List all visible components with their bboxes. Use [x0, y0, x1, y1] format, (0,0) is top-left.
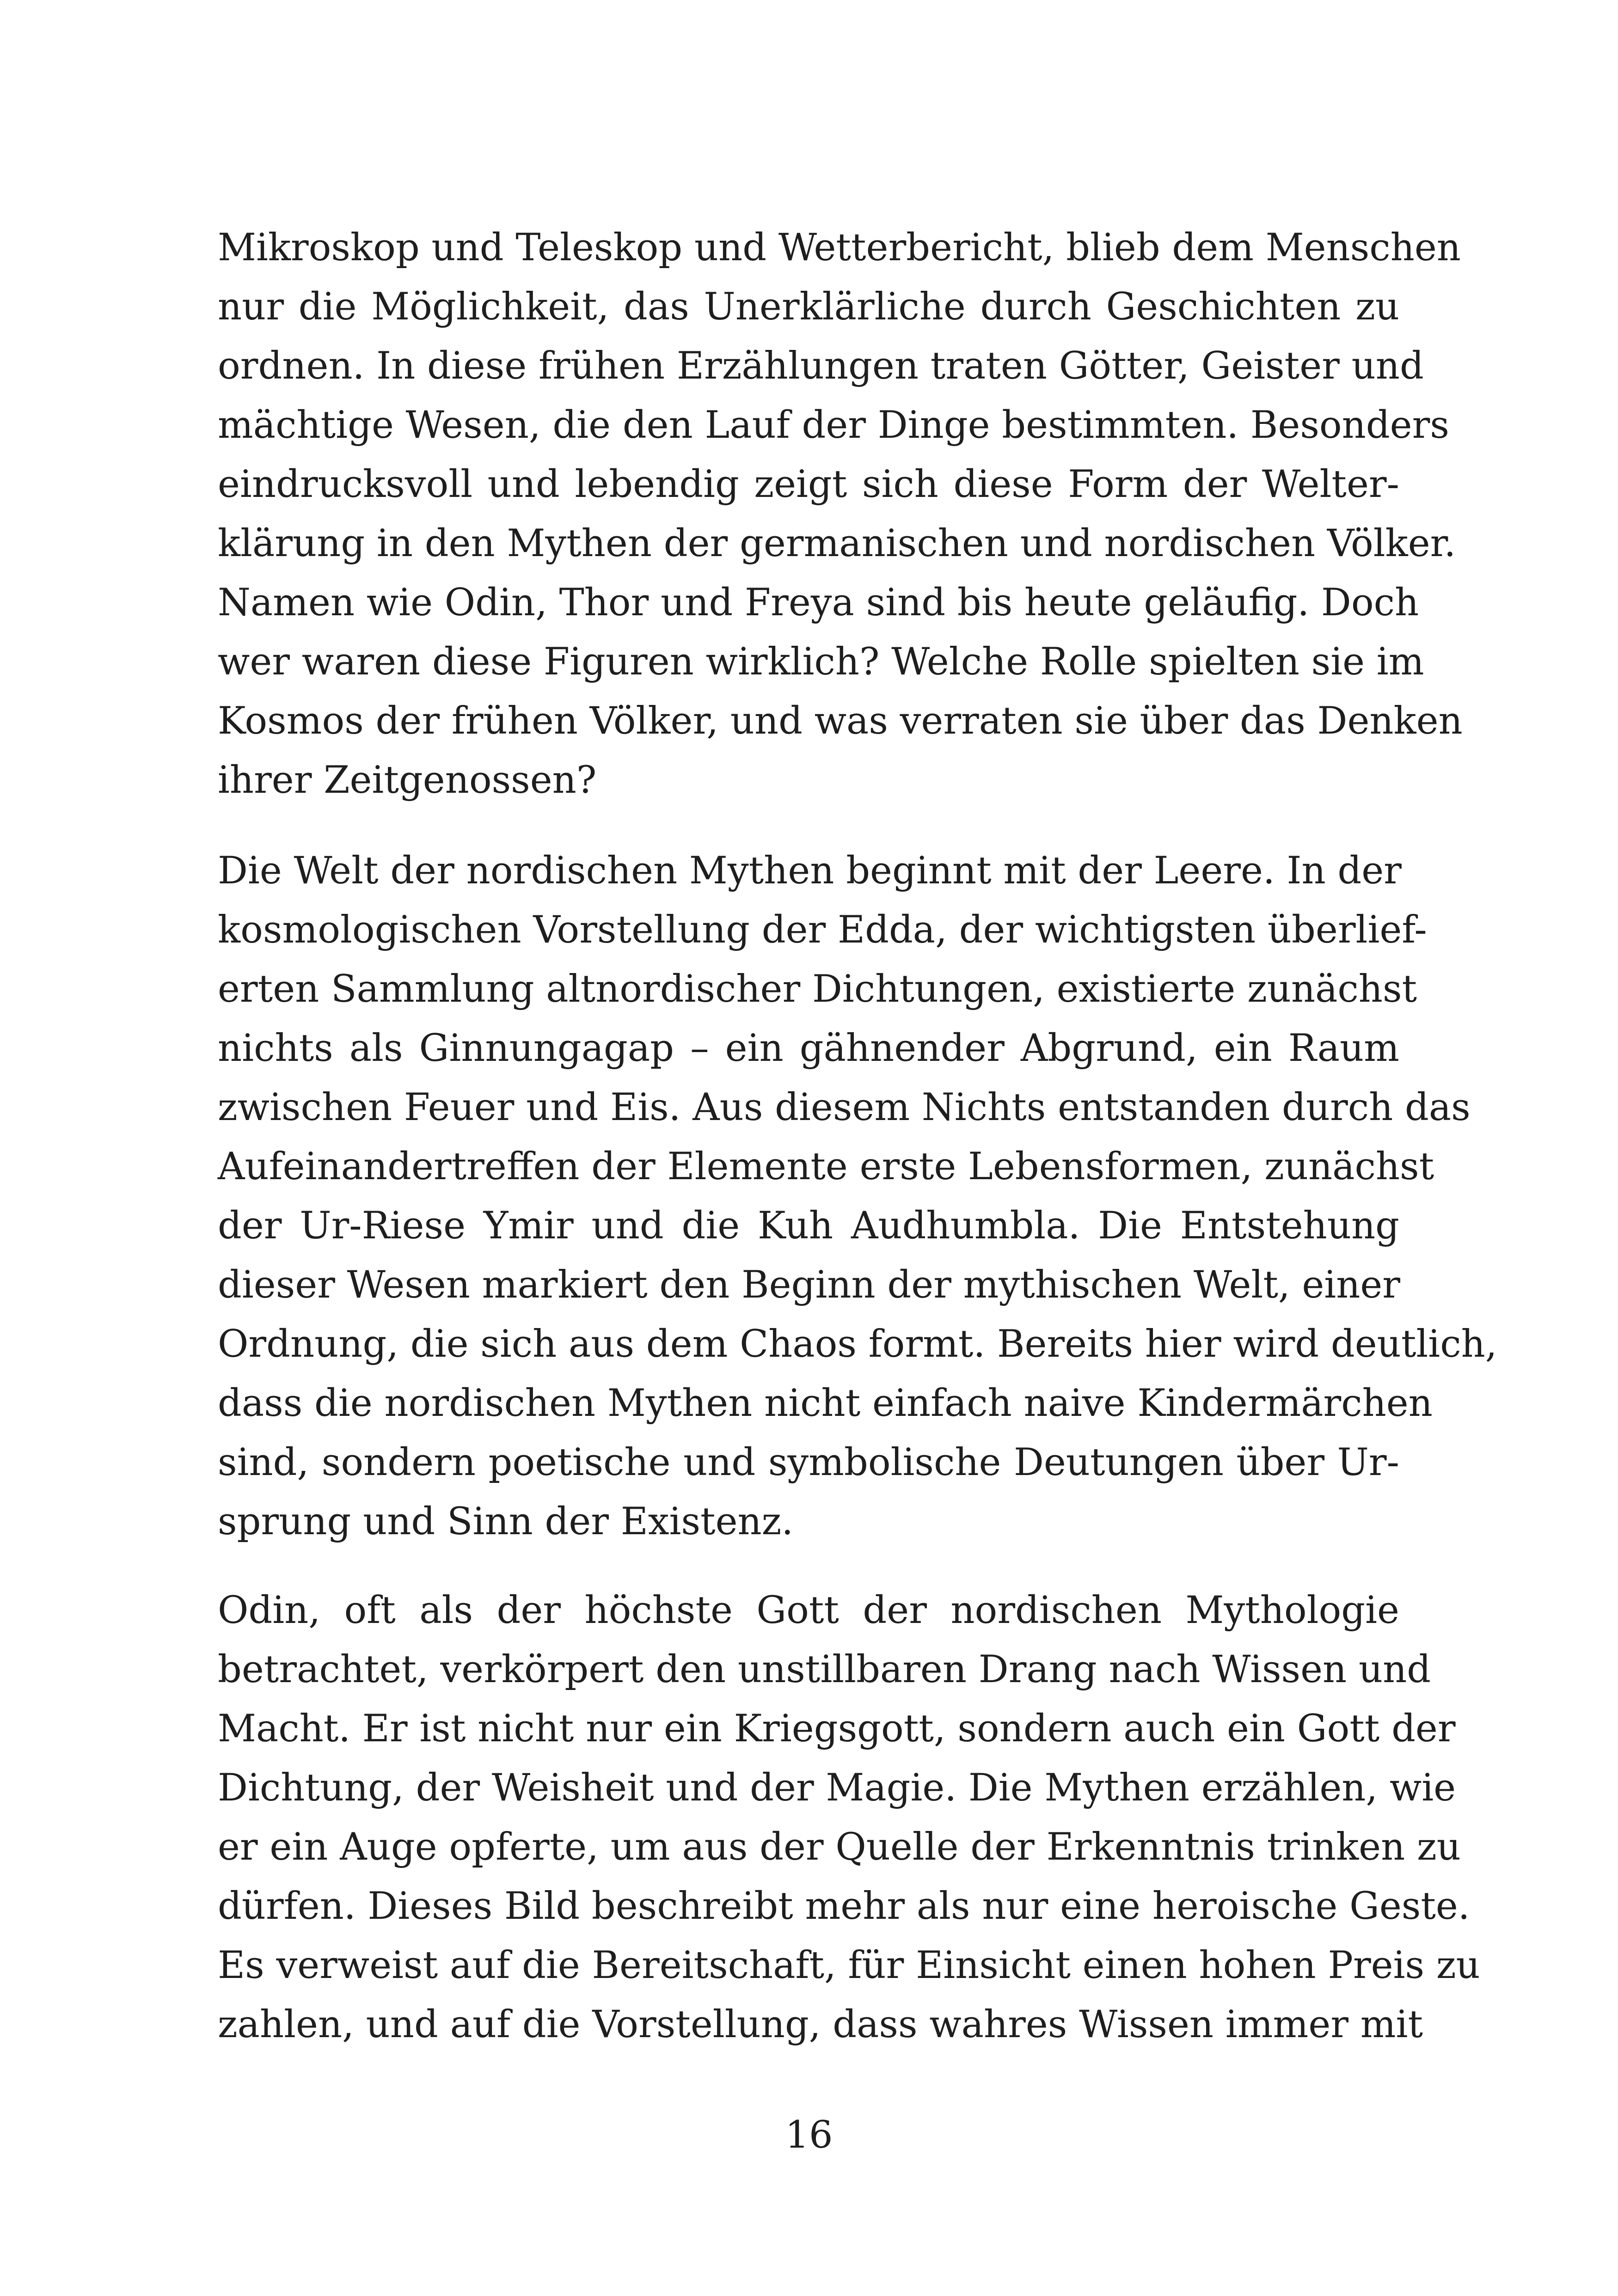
text-line: dieser Wesen markiert den Beginn der mythischen Welt, einer [218, 1263, 1401, 1307]
text-line: mächtige Wesen, die den Lauf der Dinge bestimmten. Besonders [218, 404, 1449, 447]
text-line: klärung in den Mythen der germanischen und nordischen Völker. [218, 522, 1456, 565]
text-line: kosmologischen Vorstellung der Edda, der wichtigsten überlief- [218, 908, 1427, 952]
text-line: sind, sondern poetische und symbolische Deutungen über Ur- [218, 1441, 1399, 1484]
text-line: Es verweist auf die Bereitschaft, für Einsicht einen hohen Preis zu [218, 1944, 1480, 1987]
text-line: Namen wie Odin, Thor und Freya sind bis heute geläufig. Doch [218, 581, 1419, 625]
text-line: erten Sammlung altnordischer Dichtungen, existierte zunächst [218, 967, 1417, 1011]
text-line: betrachtet, verkörpert den unstillbaren Drang nach Wissen und [218, 1648, 1431, 1691]
text-line: Kosmos der frühen Völker, und was verraten sie über das Denken [218, 699, 1463, 743]
text-line: eindrucksvoll und lebendig zeigt sich diese Form der Welter- [218, 463, 1399, 506]
page-number: 16 [785, 2113, 833, 2157]
paragraph-3 [218, 1581, 1480, 2054]
text-line: er ein Auge opferte, um aus der Quelle der Erkenntnis trinken zu [218, 1825, 1461, 1869]
paragraph-1 [218, 218, 1463, 810]
text-line: Dichtung, der Weisheit und der Magie. Die Mythen erzählen, wie [218, 1766, 1456, 1810]
text-line: dürfen. Dieses Bild beschreibt mehr als nur eine heroische Geste. [218, 1885, 1470, 1928]
text-line: Macht. Er ist nicht nur ein Kriegsgott, sondern auch ein Gott der [218, 1707, 1456, 1751]
text-line: Ordnung, die sich aus dem Chaos formt. Bereits hier wird deutlich, [218, 1322, 1497, 1366]
text-line: ordnen. In diese frühen Erzählungen traten Götter, Geister und [218, 344, 1424, 388]
text-line: Odin, oft als der höchste Gott der nordischen Mythologie [218, 1589, 1399, 1632]
text-line: Die Welt der nordischen Mythen beginnt mit der Leere. In der [218, 849, 1402, 893]
text-line: dass die nordischen Mythen nicht einfach naive Kindermärchen [218, 1382, 1433, 1425]
text-line: nur die Möglichkeit, das Unerklärliche durch Geschichten zu [218, 285, 1399, 329]
text-line: Mikroskop und Teleskop und Wetterbericht, blieb dem Menschen [218, 226, 1461, 269]
text-line: Aufeinandertreffen der Elemente erste Lebensformen, zunächst [218, 1145, 1434, 1188]
text-line: der Ur-Riese Ymir und die Kuh Audhumbla. Die Entstehung [218, 1204, 1399, 1248]
paragraph-2 [218, 841, 1497, 1551]
text-line: zwischen Feuer und Eis. Aus diesem Nichts entstanden durch das [218, 1086, 1471, 1129]
text-line: nichts als Ginnungagap – ein gähnender Abgrund, ein Raum [218, 1027, 1399, 1070]
text-line: wer waren diese Figuren wirklich? Welche Rolle spielten sie im [218, 640, 1424, 684]
text-line: ihrer Zeitgenossen? [218, 759, 597, 802]
text-line: sprung und Sinn der Existenz. [218, 1500, 794, 1543]
text-line: zahlen, und auf die Vorstellung, dass wahres Wissen immer mit [218, 2003, 1423, 2046]
